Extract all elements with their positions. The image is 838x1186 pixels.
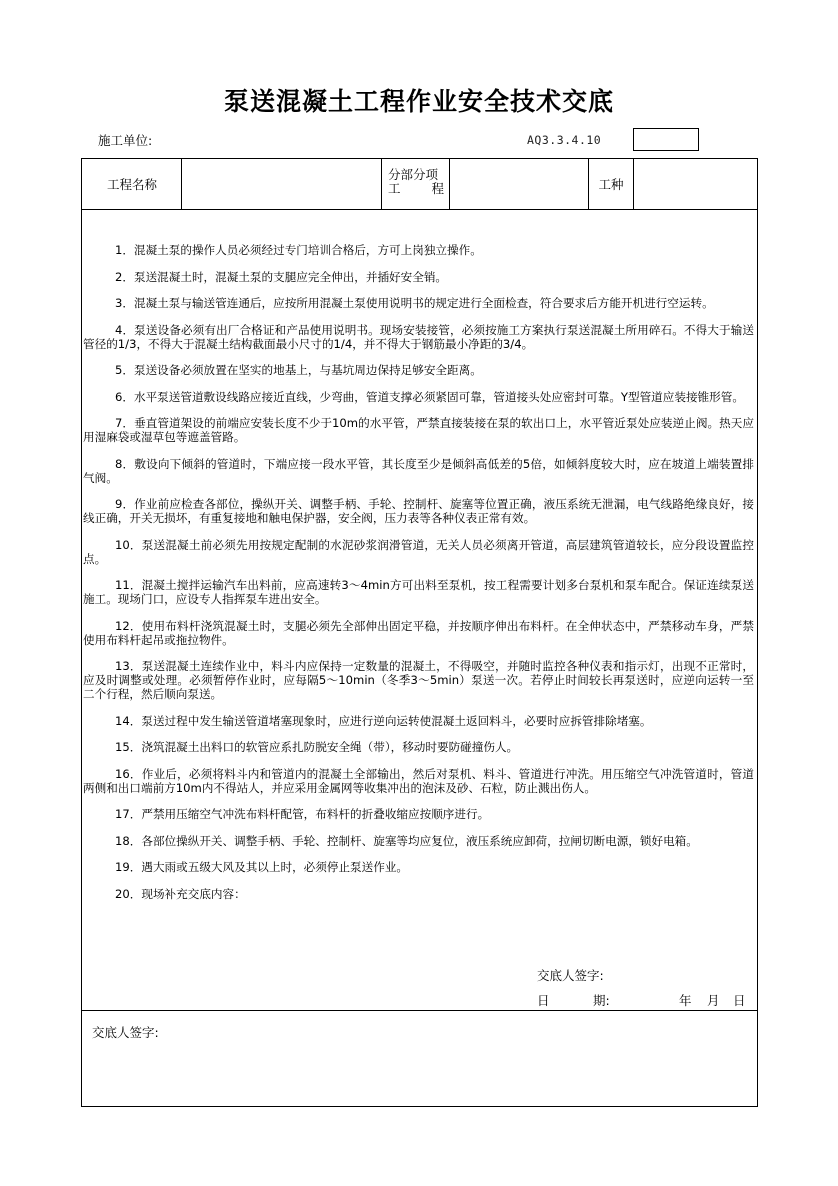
safety-item: 17．严禁用压缩空气冲洗布料杆配管，布料杆的折叠收缩应按顺序进行。 <box>115 807 490 821</box>
subitem-label <box>388 168 444 196</box>
safety-item: 8．敷设向下倾斜的管道时，下端应接一段水平管，其长度至少是倾斜高低差的5倍，如倾斜度较大时，应在坡道上端装置排气阀。 <box>83 456 754 485</box>
safety-item: 7．垂直管道架设的前端应安装长度不少于10m的水平管，严禁直接装接在泵的软出口上，水平管近泵处应装逆止阀。热天应用湿麻袋或湿草包等遮盖管路。 <box>83 416 754 444</box>
safety-item: 10．泵送混凝土前必须先用按规定配制的水泥砂浆润滑管道，无关人员必须离开管道，高层建筑管道较长，应分段设置监控点。 <box>83 537 754 566</box>
safety-items-list <box>82 243 754 913</box>
safety-item: 4．泵送设备必须有出厂合格证和产品使用说明书。现场安装接管，必须按施工方案执行泵送混凝土所用碎石。不得大于输送管径的1/3，不得大于混凝土结构截面最小尺寸的1/4，并不得大于钢筋最小净距的3/4。 <box>83 322 754 351</box>
form-code: AQ3.3.4.10 <box>527 133 602 147</box>
subitem-label-line1: 分部分项 <box>388 167 439 182</box>
date-label-a: 日 <box>537 993 550 1008</box>
day-label: 日 <box>733 993 746 1008</box>
disclosure-form-table <box>81 158 758 1107</box>
safety-item: 1．混凝土泵的操作人员必须经过专门培训合格后，方可上岗独立操作。 <box>115 243 482 257</box>
safety-item: 18．各部位操纵开关、调整手柄、手轮、控制杆、旋塞等均应复位，液压系统应卸荷，拉闸切断电源，锁好电箱。 <box>115 833 698 848</box>
date-row <box>537 991 752 1007</box>
month-label: 月 <box>707 993 720 1008</box>
subitem-field[interactable] <box>450 159 588 209</box>
trade-field[interactable] <box>634 159 757 209</box>
form-number-field[interactable] <box>633 128 699 151</box>
safety-item: 11．混凝土搅拌运输汽车出料前，应高速转3～4min方可出料至泵机，按工程需要计划多台泵机和泵车配合。保证连续泵送施工。现场门口，应设专人指挥泵车进出安全。 <box>83 578 754 606</box>
safety-item: 20．现场补充交底内容： <box>115 886 246 901</box>
discloser-signature-label: 交底人签字: <box>537 968 604 983</box>
safety-item: 12．使用布料杆浇筑混凝土时，支腿必须先全部伸出固定平稳，并按顺序伸出布料杆。在全伸状态中，严禁移动车身，严禁使用布料杆起吊或拖拉物件。 <box>83 618 754 647</box>
column-divider <box>381 159 382 209</box>
safety-item: 3．混凝土泵与输送管连通后，应按所用混凝土泵使用说明书的规定进行全面检查，符合要求后方能开机进行空运转。 <box>115 296 714 310</box>
safety-item: 16．作业后，必须将料斗内和管道内的混凝土全部输出，然后对泵机、料斗、管道进行冲洗。用压缩空气冲洗管道时，管道两侧和出口端前方10m内不得站人，并应采用金属网等收集冲出的泡沫及砂、石粒，防止溅出伤人。 <box>83 766 754 795</box>
document-title: 泵送混凝土工程作业安全技术交底 <box>223 87 614 116</box>
date-label-b: 期: <box>593 993 610 1008</box>
safety-item: 13．泵送混凝土连续作业中，料斗内应保持一定数量的混凝土，不得吸空，并随时监控各种仪表和指示灯，出现不正常时，应及时调整或处理。必须暂停作业时，应每隔5～10min（冬季3～5min）泵送一次。若停止时间较长再泵送时，应逆向运转一至二个行程，然后顺向泵送。 <box>83 659 754 701</box>
header-row <box>82 159 757 210</box>
project-name-label: 工程名称 <box>106 177 157 192</box>
safety-item: 14．泵送过程中发生输送管道堵塞现象时，应进行逆向运转使混凝土返回料斗，必要时应拆管排除堵塞。 <box>115 713 652 728</box>
subitem-label-line2a: 工 <box>388 181 401 196</box>
safety-item: 5．泵送设备必须放置在坚实的地基上，与基坑周边保持足够安全距离。 <box>115 363 482 377</box>
construction-unit-label: 施工单位: <box>98 133 153 148</box>
receiver-signature-label: 交底人签字: <box>92 1025 159 1040</box>
year-label: 年 <box>679 993 692 1008</box>
safety-item: 19．遇大雨或五级大风及其以上时，必须停止泵送作业。 <box>115 860 409 874</box>
subitem-label-line2b: 程 <box>431 181 444 196</box>
safety-item: 9．作业前应检查各部位，操纵开关、调整手柄、手轮、控制杆、旋塞等位置正确，液压系统无泄漏，电气线路绝缘良好，接线正确，开关无损坏，有重复接地和触电保护器，安全阀，压力表等各种仪表正常有效。 <box>83 497 754 525</box>
safety-item: 2．泵送混凝土时，混凝土泵的支腿应完全伸出，并插好安全销。 <box>115 269 448 284</box>
disclosure-content-cell <box>82 210 757 1011</box>
safety-item: 6．水平泵送管道敷设线路应接近直线，少弯曲，管道支撑必须紧固可靠，管道接头处应密封可靠。Y型管道应装接锥形管。 <box>115 389 744 404</box>
receiver-signature-cell[interactable] <box>82 1011 757 1106</box>
trade-label: 工种 <box>598 177 624 192</box>
project-name-field[interactable] <box>182 159 381 209</box>
safety-item: 15．浇筑混凝土出料口的软管应系扎防脱安全绳（带），移动时要防碰撞伤人。 <box>115 740 519 754</box>
